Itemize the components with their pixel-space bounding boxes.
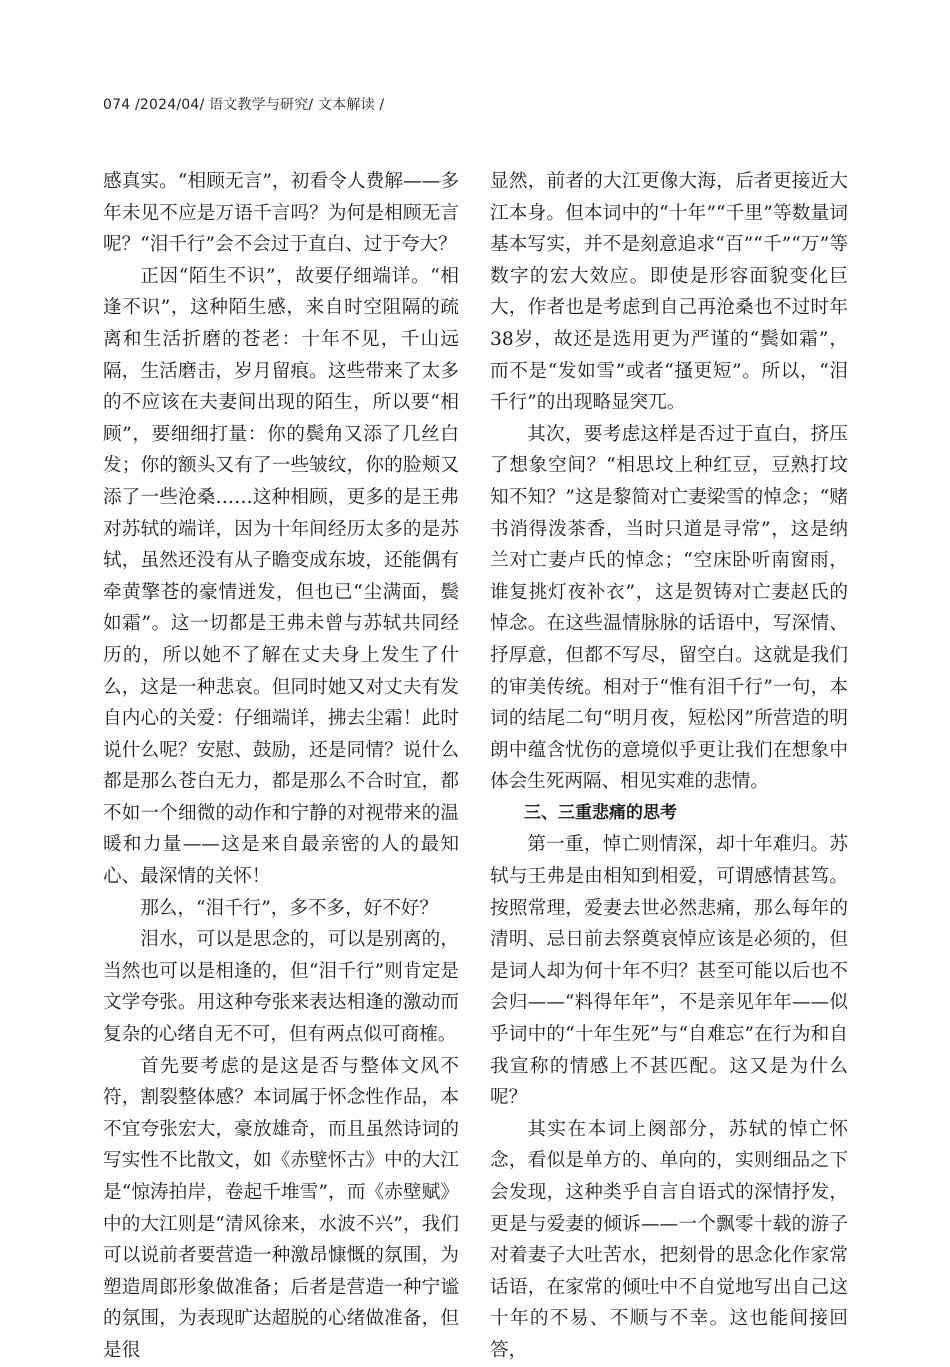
paragraph: 正因“陌生不识”，故要仔细端详。“相逢不识”，这种陌生感，来自时空阻隔的疏离和生活折磨的苍老：十年不见，千山远隔，生活磨击，岁月留痕。这些带来了太多的不应该在夫妻间出现的陌生，所以要“相顾”，要细细打量：你的鬓角又添了几丝白发；你的额头又有了一些皱纹，你的脸颊又添了一些沧桑……这种相顾，更多的是王弗对苏轼的端详，因为十年间经历太多的是苏轼，虽然还没有从子瞻变成东坡，还能偶有牵黄擎苍的豪情迸发，但也已“尘满面，鬓如霜”。这一切都是王弗未曾与苏轼共同经历的，所以她不了解在丈夫身上发生了什么，这是一种悲哀。但同时她又对丈夫有发自内心的关爱：仔细端详，拂去尘霜！此时说什么呢？安慰、鼓励，还是同情？说什么都是那么苍白无力，都是那么不合时宜，都不如一个细微的动作和宁静的对视带来的温暖和力量——这是来自最亲密的人的最知心、最深情的关怀！	[103, 265, 459, 888]
paragraph: 其实在本词上阕部分，苏轼的悼亡怀念，看似是单方的、单向的，实则细品之下会发现，这种类乎自言自语式的深情抒发，更是与爱妻的倾诉——一个飘零十载的游子对着妻子大吐苦水，把刻骨的思念化作家常话语，在家常的倾吐中不自觉地写出自己这十年的不易、不顺与不幸。这也能间接回答，	[490, 1118, 848, 1361]
paragraph: 其次，要考虑这样是否过于直白，挤压了想象空间？“相思坟上种红豆，豆熟打坟知不知？”这是黎简对亡妻梁雪的悼念；“赌书消得泼茶香，当时只道是寻常”，这是纳兰对亡妻卢氏的悼念；“空床卧听南窗雨，谁复挑灯夜补衣”，这是贺铸对亡妻赵氏的悼念。在这些温情脉脉的话语中，写深情、抒厚意，但都不写尽，留空白。这就是我们的审美传统。相对于“惟有泪千行”一句，本词的结尾二句“明月夜，短松冈”所营造的明朗中蕴含忧伤的意境似乎更让我们在想象中体会生死两隔、相见实难的悲情。	[490, 423, 848, 793]
left-column	[103, 166, 459, 1367]
paragraph: 那么，“泪千行”，多不多，好不好？	[140, 897, 439, 919]
paragraph: 第一重，悼亡则情深，却十年难归。苏轼与王弗是由相知到相爱，可谓感情甚笃。按照常理，爱妻去世必然悲痛，那么每年的清明、忌日前去祭奠哀悼应该是必须的，但是词人却为何十年不归？甚至可能以后也不会归——“料得年年”，不是亲见年年——似乎词中的“十年生死”与“自难忘”在行为和自我宣称的情感上不甚匹配。这又是为什么呢？	[490, 834, 848, 1109]
paragraph: 泪水，可以是思念的，可以是别离的，当然也可以是相逢的，但“泪千行”则肯定是文学夸张。用这种夸张来表达相逢的激动而复杂的心绪自无不可，但有两点似可商榷。	[103, 929, 459, 1046]
section-heading: 三、三重悲痛的思考	[524, 802, 677, 823]
right-column	[490, 166, 848, 1367]
paragraph: 首先要考虑的是这是否与整体文风不符，割裂整体感？本词属于怀念性作品，本不宜夸张宏大，豪放雄奇，而且虽然诗词的写实性不比散文，如《赤壁怀古》中的大江是“惊涛拍岸，卷起千堆雪”，而《赤壁赋》中的大江则是“清风徐来，水波不兴”，我们可以说前者要营造一种激昂慷慨的氛围，为塑造周郎形象做准备；后者是营造一种宁谧的氛围，为表现旷达超脱的心绪做准备，但是很	[103, 1055, 459, 1361]
paragraph: 显然，前者的大江更像大海，后者更接近大江本身。但本词中的“十年”“千里”等数量词基本写实，并不是刻意追求“百”“千”“万”等数字的宏大效应。即使是形容面貌变化巨大，作者也是考虑到自己再沧桑也不过时年38岁，故还是选用更为严谨的“鬓如霜”，而不是“发如雪”或者“搔更短”。所以，“泪千行”的出现略显突兀。	[490, 171, 848, 414]
paragraph: 感真实。“相顾无言”，初看令人费解——多年未见不应是万语千言吗？为何是相顾无言呢？“泪千行”会不会过于直白、过于夸大？	[103, 171, 459, 256]
running-header: 074 /2024/04/ 语文教学与研究/ 文本解读 /	[103, 97, 385, 113]
